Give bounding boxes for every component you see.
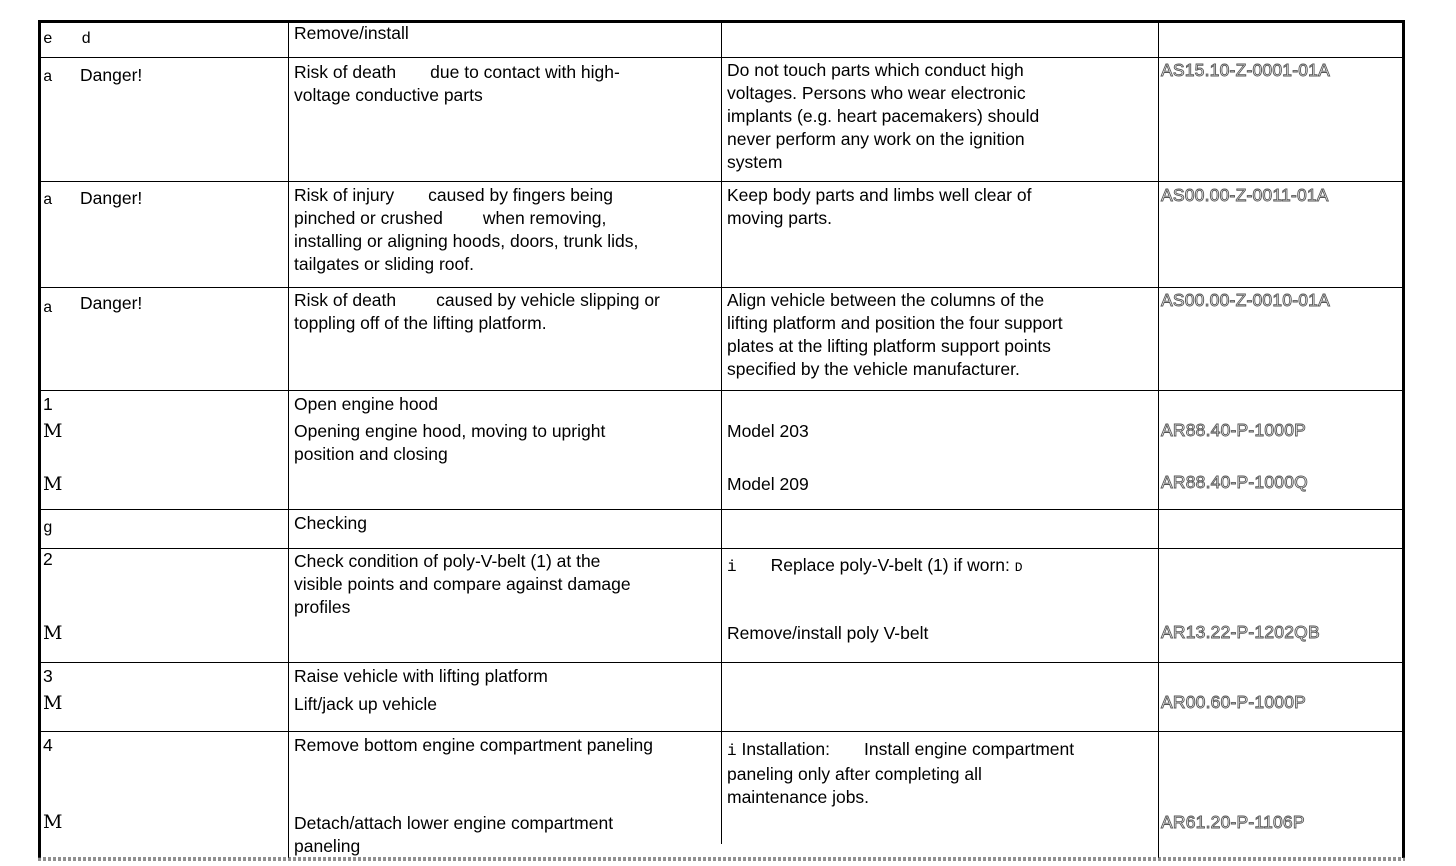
row-divider <box>41 287 1402 288</box>
column-divider-2 <box>721 23 722 844</box>
danger-label: Danger! <box>80 293 143 313</box>
warning-icon: a <box>43 299 53 317</box>
section-title: Checking <box>294 513 367 533</box>
document-reference[interactable]: AR00.60-P-1000P <box>1161 692 1307 712</box>
substep-text: Detach/attach lower engine compartment paneling <box>294 813 614 856</box>
risk-text: Risk of death caused by vehicle slipping or toppling off of the lifting platform. <box>294 290 660 333</box>
document-reference[interactable]: AR88.40-P-1000Q <box>1161 472 1308 492</box>
page-cut-edge <box>38 857 1405 861</box>
column-divider-1 <box>288 23 289 858</box>
row-divider <box>41 57 1402 58</box>
warning-icon: a <box>43 68 53 86</box>
document-reference[interactable]: AS00.00-Z-0010-01A <box>1161 290 1330 310</box>
maintenance-symbol: M <box>43 420 63 442</box>
document-reference[interactable]: AS00.00-Z-0011-01A <box>1161 185 1329 205</box>
document-reference[interactable]: AR61.20-P-1106P <box>1161 812 1305 832</box>
info-note: i Installation: Install engine compartment paneling only after completing all maintenance jobs. <box>727 739 1075 807</box>
step-text: Check condition of poly-V-belt (1) at the visible points and compare against damage profiles <box>294 551 631 617</box>
row-divider <box>41 509 1402 510</box>
danger-notes: Do not touch parts which conduct high voltages. Persons who wear electronic implants (e.g. heart pacemakers) should never perform any work on the ignition system <box>727 60 1040 172</box>
step-number: 2 <box>43 549 53 569</box>
maintenance-symbol: M <box>43 811 63 833</box>
document-reference[interactable]: AS15.10-Z-0001-01A <box>1161 60 1330 80</box>
substep-text: Remove/install poly V-belt <box>727 623 929 643</box>
document-reference[interactable]: AR88.40-P-1000P <box>1161 420 1307 440</box>
header-title: Remove/install <box>294 23 409 43</box>
substep-text: Lift/jack up vehicle <box>294 694 437 714</box>
step-number: 1 <box>43 394 53 414</box>
step-number: 4 <box>43 735 53 755</box>
maintenance-symbol: M <box>43 622 63 644</box>
row-divider <box>41 662 1402 663</box>
checking-symbol: g <box>43 519 53 537</box>
row-divider <box>41 548 1402 549</box>
substep-text: Opening engine hood, moving to upright position and closing <box>294 421 606 464</box>
row-divider <box>41 181 1402 182</box>
maintenance-symbol: M <box>43 473 63 495</box>
step-title: Open engine hood <box>294 394 439 414</box>
maintenance-symbol: M <box>43 692 63 714</box>
danger-notes: Align vehicle between the columns of the lifting platform and position the four support plates at the lifting platform support points specified by the vehicle manufacturer. <box>727 290 1063 379</box>
info-icon: i <box>727 742 737 760</box>
info-note: i Replace poly-V-belt (1) if worn: D <box>727 555 1023 576</box>
step-title: Raise vehicle with lifting platform <box>294 666 548 686</box>
warning-icon: a <box>43 191 53 209</box>
model-label: Model 203 <box>727 421 809 441</box>
document-reference[interactable]: AR13.22-P-1202QB <box>1161 622 1320 642</box>
model-label: Model 209 <box>727 474 809 494</box>
danger-label: Danger! <box>80 65 143 85</box>
damage-profile-icon: D <box>1014 560 1023 575</box>
step-number: 3 <box>43 666 53 686</box>
risk-text: Risk of death due to contact with high- voltage conductive parts <box>294 62 620 105</box>
row-divider <box>41 390 1402 391</box>
danger-label: Danger! <box>80 188 143 208</box>
header-symbols: e d <box>43 30 92 48</box>
risk-text: Risk of injury caused by fingers being pinched or crushed when removing, installing or aligning hoods, doors, trunk lids, tailgates or sliding roof. <box>294 185 639 274</box>
danger-notes: Keep body parts and limbs well clear of moving parts. <box>727 185 1032 228</box>
step-title: Remove bottom engine compartment paneling <box>294 735 653 755</box>
column-divider-3 <box>1158 23 1159 858</box>
info-icon: i <box>727 558 737 576</box>
row-divider <box>41 731 1402 732</box>
